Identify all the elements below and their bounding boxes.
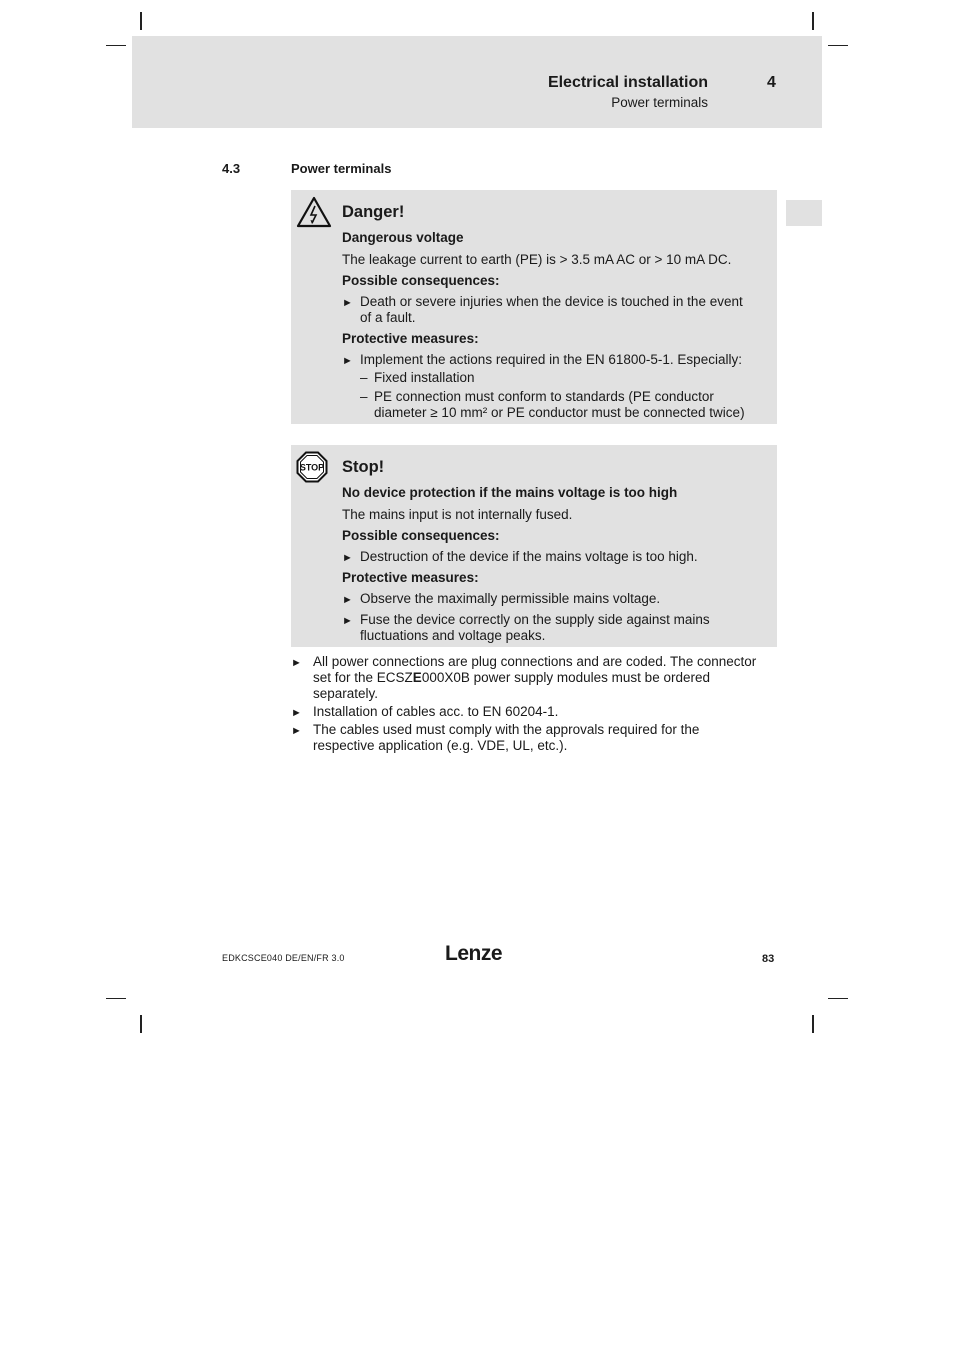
page-number: 83 xyxy=(762,953,775,965)
header-subtitle: Power terminals xyxy=(611,95,708,110)
list-item-text: respective application (e.g. VDE, UL, etc.). xyxy=(313,738,568,753)
list-item-text: The cables used must comply with the approvals required for the xyxy=(313,722,700,737)
sub-item-text: Fixed installation xyxy=(374,370,475,385)
crop-mark xyxy=(106,998,126,999)
chapter-side-tab xyxy=(786,200,822,226)
measure-text: fluctuations and voltage peaks. xyxy=(360,628,546,643)
dash-glyph: – xyxy=(360,370,368,385)
danger-text: The leakage current to earth (PE) is > 3.5 mA AC or > 10 mA DC. xyxy=(342,252,732,267)
stop-heading: Stop! xyxy=(342,458,385,476)
measure-text: Observe the maximally permissible mains voltage. xyxy=(360,591,661,606)
list-item-text-part: 000X0B power supply modules must be ordered xyxy=(421,670,710,685)
danger-subheading: Dangerous voltage xyxy=(342,230,464,245)
crop-mark xyxy=(140,1015,142,1033)
danger-heading: Danger! xyxy=(342,203,405,221)
dash-glyph: – xyxy=(360,389,368,404)
crop-mark xyxy=(828,45,848,46)
list-item-text-bold: E xyxy=(412,670,422,685)
bullet-glyph: ► xyxy=(342,552,353,564)
section-number: 4.3 xyxy=(222,161,241,176)
stop-notice-box xyxy=(291,445,777,647)
warning-triangle-lightning-icon xyxy=(296,196,332,228)
section-title: Power terminals xyxy=(291,161,392,176)
crop-mark xyxy=(812,1015,814,1033)
bullet-glyph: ► xyxy=(291,657,302,669)
danger-notice-box xyxy=(291,190,777,424)
consequences-label: Possible consequences: xyxy=(342,273,500,288)
consequences-label: Possible consequences: xyxy=(342,528,500,543)
stop-sign-icon xyxy=(296,451,328,483)
crop-mark xyxy=(140,12,142,30)
list-item-text-part: set for the ECSZ xyxy=(313,670,413,685)
measures-label: Protective measures: xyxy=(342,570,479,585)
consequence-text: of a fault. xyxy=(360,310,416,325)
stop-text: The mains input is not internally fused. xyxy=(342,507,573,522)
page-header xyxy=(132,36,822,128)
measures-label: Protective measures: xyxy=(342,331,479,346)
document-id: EDKCSCE040 DE/EN/FR 3.0 xyxy=(222,953,345,963)
chapter-number: 4 xyxy=(767,74,776,91)
bullet-glyph: ► xyxy=(291,725,302,737)
sub-item-text: diameter ≥ 10 mm² or PE conductor must be connected twice) xyxy=(374,405,745,420)
sub-item-text: PE connection must conform to standards (PE conductor xyxy=(374,389,714,404)
measure-text: Fuse the device correctly on the supply side against mains xyxy=(360,612,710,627)
bullet-glyph: ► xyxy=(342,355,353,367)
consequence-text: Destruction of the device if the mains voltage is too high. xyxy=(360,549,698,564)
list-item-text: All power connections are plug connections and are coded. The connector xyxy=(313,654,757,669)
lenze-logo: Lenze xyxy=(445,942,503,965)
stop-sign-text: STOP xyxy=(299,462,325,473)
bullet-glyph: ► xyxy=(342,297,353,309)
stop-subheading: No device protection if the mains voltage is too high xyxy=(342,485,678,500)
bullet-glyph: ► xyxy=(291,707,302,719)
list-item-text xyxy=(313,670,710,686)
list-item-text: Installation of cables acc. to EN 60204-1. xyxy=(313,704,559,719)
consequence-text: Death or severe injuries when the device is touched in the event xyxy=(360,294,743,309)
crop-mark xyxy=(812,12,814,30)
crop-mark xyxy=(106,45,126,46)
measure-text: Implement the actions required in the EN 61800-5-1. Especially: xyxy=(360,352,742,367)
crop-mark xyxy=(828,998,848,999)
bullet-glyph: ► xyxy=(342,615,353,627)
header-title: Electrical installation xyxy=(547,74,708,91)
list-item-text: separately. xyxy=(313,686,379,701)
bullet-glyph: ► xyxy=(342,594,353,606)
